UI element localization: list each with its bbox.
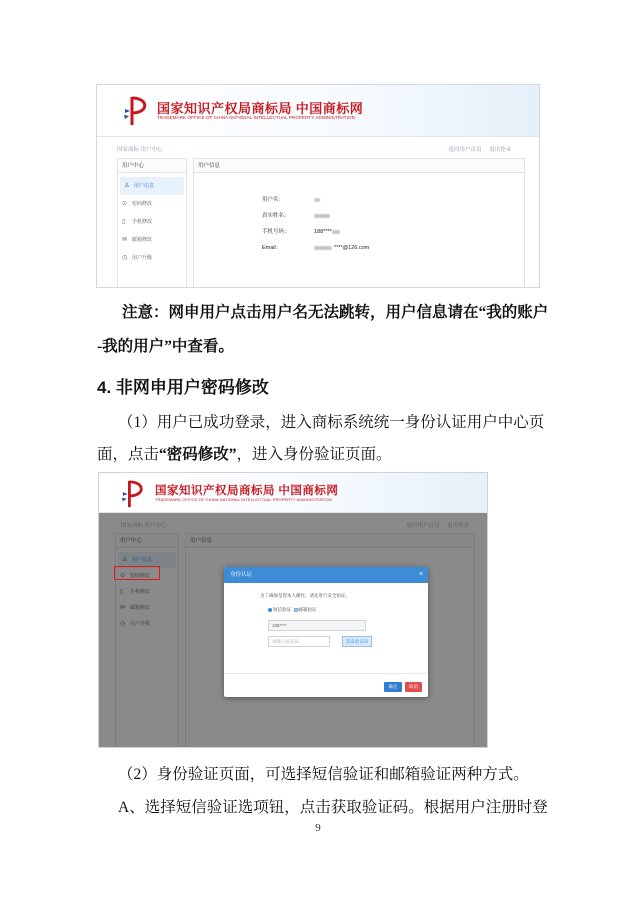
- para-2: （2）身份验证页面，可选择短信验证和邮箱验证两种方式。: [118, 766, 529, 783]
- dialog-title: 身份认证: [230, 572, 253, 578]
- sidebar-item-email[interactable]: ✉ 邮箱修改: [118, 231, 186, 249]
- lock-icon: ⊙: [122, 201, 128, 207]
- site-title: 国家知识产权局商标局 中国商标网: [157, 101, 364, 116]
- redacted-value: [332, 230, 340, 234]
- verify-method-radios: 短信验证 邮箱验证: [268, 607, 317, 613]
- identity-verify-dialog: [224, 567, 428, 697]
- sidebar-title: 用户中心: [118, 159, 186, 173]
- logout-link[interactable]: 退出登录: [488, 147, 511, 153]
- user-center-sidebar: [117, 158, 187, 288]
- user-icon: ♙: [124, 183, 130, 189]
- note-line-1: 注意：网申用户点击用户名无法跳转，用户信息请在“我的账户: [122, 304, 549, 321]
- redacted-value: [314, 246, 332, 250]
- email-radio[interactable]: [294, 608, 298, 612]
- info-row-realname: 真实姓名：: [262, 211, 369, 227]
- para-1-line-2: 面，点击“密码修改”，进入身份验证页面。: [97, 446, 392, 463]
- sidebar-item-user-info[interactable]: ♙ 用户信息: [120, 177, 184, 195]
- confirm-button[interactable]: 确定: [384, 682, 402, 692]
- user-info-list: [262, 195, 369, 259]
- info-row-username: 用户名：: [262, 195, 369, 211]
- home-link[interactable]: 返回用户首页: [448, 147, 482, 153]
- breadcrumb-bar: [117, 143, 511, 155]
- phone-field: 188****: [268, 620, 366, 631]
- user-info-screenshot: [96, 84, 540, 288]
- site-subtitle: TRADEMARK OFFICE OF CHINA NATIONAL INTELLECTUAL PROPERTY ADMINISTRATION: [157, 115, 355, 120]
- para-3: A、选择短信验证选项钮，点击获取验证码。根据用户注册时登: [118, 799, 548, 816]
- site-subtitle: TRADEMARK OFFICE OF CHINA NATIONAL INTELLECTUAL PROPERTY ADMINISTRATION: [155, 497, 332, 502]
- page-number: 9: [315, 822, 321, 834]
- phone-icon: ▯: [122, 219, 126, 225]
- panel-title: 用户信息: [194, 159, 524, 173]
- sidebar-item-password[interactable]: ⊙ 密码修改: [118, 195, 186, 213]
- sidebar-item-upgrade[interactable]: ◷ 用户升级: [118, 249, 186, 267]
- dialog-footer-divider: [224, 673, 428, 674]
- password-change-emphasis: “密码修改”: [159, 446, 237, 463]
- breadcrumb: 国家商标 用户中心: [117, 147, 163, 153]
- dialog-description: 为了确保是您本人操作，请先进行安全验证。: [260, 593, 350, 598]
- password-menu-highlight: [114, 566, 160, 580]
- section-heading: 4. 非网申用户密码修改: [97, 378, 269, 397]
- info-row-email: Email： ****@126.com: [262, 245, 370, 251]
- trademark-logo-icon: [123, 95, 153, 127]
- site-banner: [97, 85, 539, 137]
- mail-icon: ✉: [122, 237, 128, 243]
- user-info-panel: [193, 158, 525, 288]
- close-icon[interactable]: ×: [418, 571, 423, 578]
- cancel-button[interactable]: 取消: [405, 682, 422, 692]
- site-title: 国家知识产权局商标局 中国商标网: [155, 485, 339, 497]
- sms-radio[interactable]: [268, 608, 272, 612]
- trademark-logo-icon: [121, 479, 149, 509]
- get-code-button[interactable]: 获取验证码: [342, 636, 372, 647]
- clock-icon: ◷: [122, 255, 128, 261]
- sidebar-item-phone[interactable]: ▯ 手机修改: [118, 213, 186, 231]
- para-1-line-1: （1）用户已成功登录，进入商标系统统一身份认证用户中心页: [118, 414, 545, 431]
- redacted-value: [314, 214, 330, 218]
- site-banner: [99, 473, 487, 513]
- code-input[interactable]: 请输入验证码: [268, 636, 330, 647]
- info-row-phone: 手机号码： 188****: [262, 227, 369, 243]
- dialog-header: [224, 567, 428, 583]
- redacted-value: [314, 198, 320, 202]
- top-links: [442, 145, 511, 153]
- note-line-2: -我的用户”中查看。: [97, 338, 234, 355]
